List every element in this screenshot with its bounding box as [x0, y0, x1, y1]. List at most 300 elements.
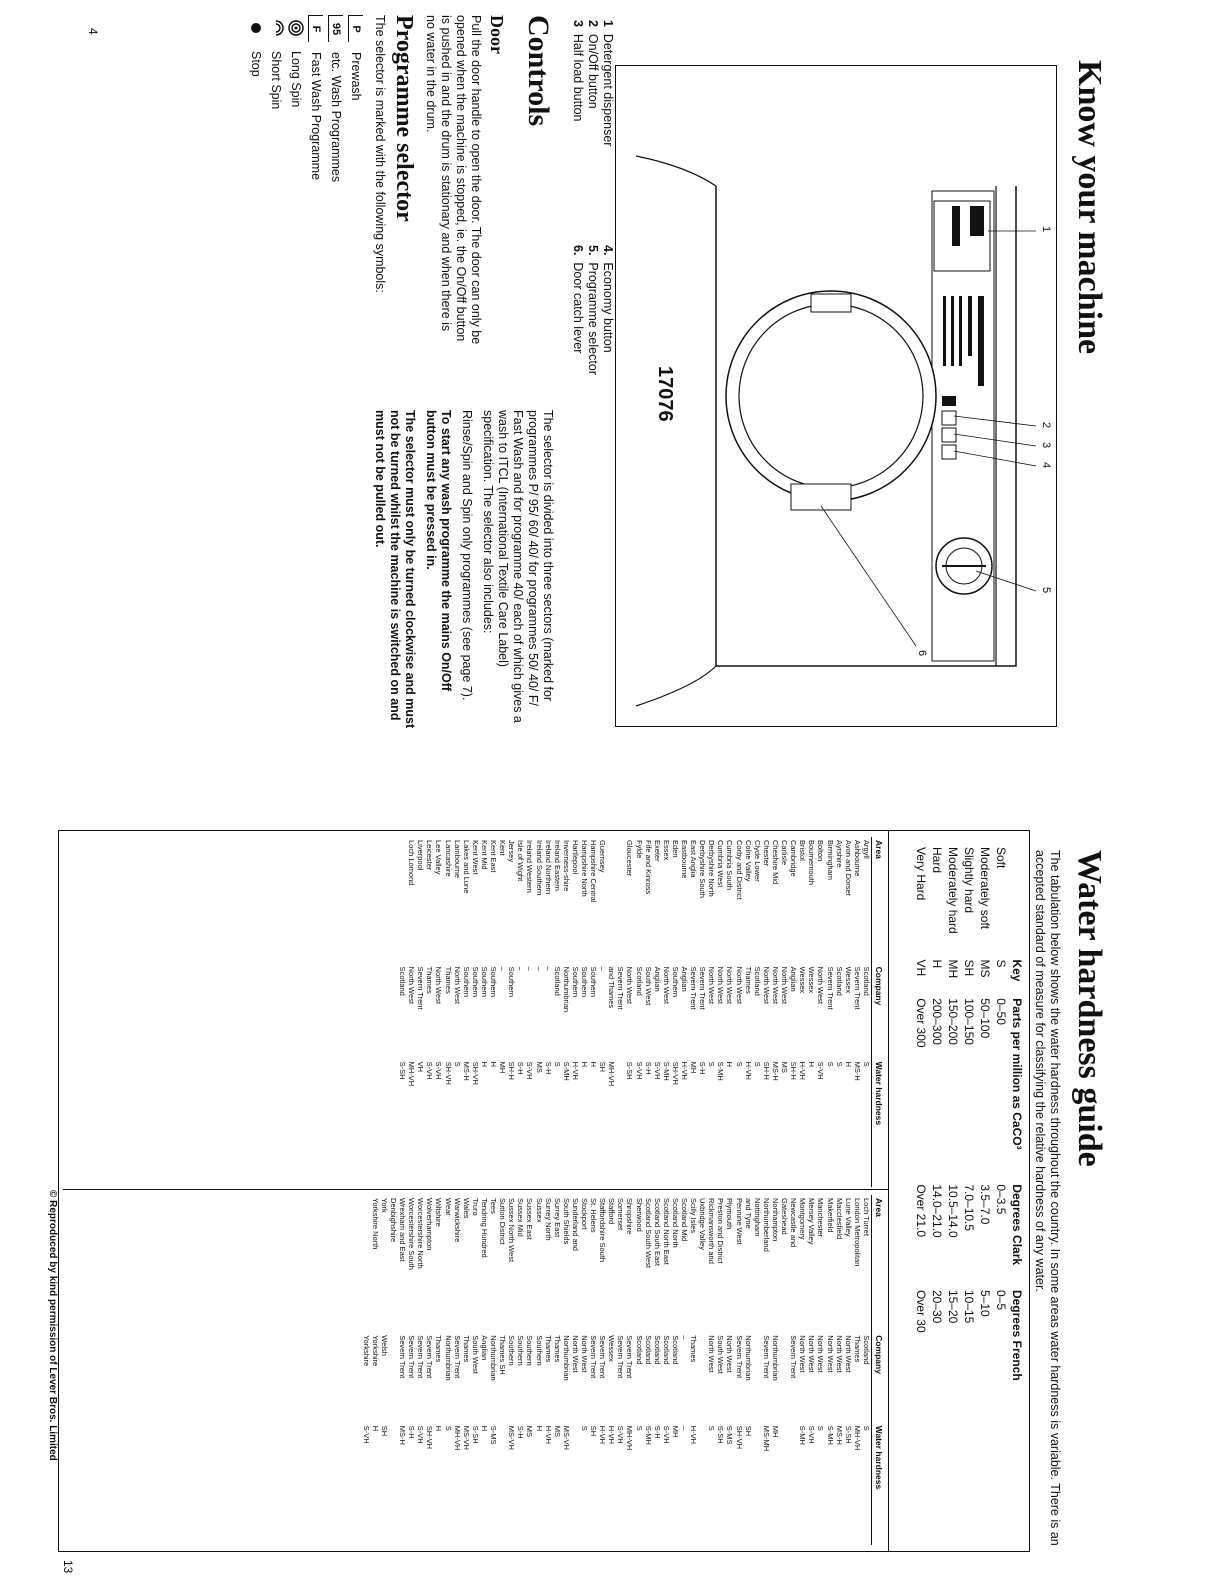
table-cell: Severn Trent [734, 1335, 744, 1379]
area-table-right [362, 1195, 883, 1545]
table-cell: Lune Valley [843, 1198, 853, 1237]
table-cell: Uxbridge Valley [698, 1198, 708, 1250]
table-cell: Severn Trent [407, 1335, 417, 1379]
table-cell: S-MS [725, 1425, 735, 1445]
table-row [498, 1195, 507, 1545]
table-cell: Worcestershire South [407, 1198, 417, 1270]
fast-wash-icon: F [309, 15, 324, 42]
table-cell: Sussex [534, 1198, 544, 1223]
table-row [362, 1195, 371, 1545]
table-cell: and Thames [607, 966, 617, 1009]
table-row [835, 837, 844, 1187]
table-cell: Northumbrian [443, 1335, 453, 1381]
table-cell: Warwickshire [452, 1198, 462, 1243]
table-cell: Truro [470, 1198, 480, 1216]
table-cell: S-VH [416, 1425, 426, 1444]
table-cell: Southern [534, 1335, 544, 1366]
table-cell: S [707, 1425, 717, 1431]
table-cell: Wessex [607, 1335, 617, 1362]
table-cell: Fife and Kinross [643, 840, 653, 895]
table-cell: Lee Valley [434, 840, 444, 875]
guide-title: Water hardness guide [1071, 850, 1108, 1167]
table-row [744, 837, 753, 1187]
table-cell: Nottingham [752, 1198, 762, 1237]
table-cell: S-VH [425, 1061, 435, 1080]
table-cell: Scilly Isles [689, 1198, 699, 1234]
symbol-label: Fast Wash Programme [309, 52, 323, 181]
table-cell: Worcestershire North [416, 1198, 426, 1269]
table-cell: H-VH [680, 1061, 690, 1080]
table-cell: Derbyshire North [707, 840, 717, 897]
divider [888, 831, 889, 1551]
table-row [662, 837, 671, 1187]
table-cell: Thames [443, 966, 453, 994]
table-cell: Scotland [861, 1335, 871, 1365]
table-cell: Colne Valley [743, 840, 753, 882]
table-cell: Southern [670, 966, 680, 998]
table-cell: North West [707, 1335, 717, 1373]
table-row [471, 1195, 480, 1545]
table-cell: Moderately hard [946, 847, 960, 934]
table-cell: Sussex Mid [516, 1198, 526, 1237]
table-cell: H [479, 1425, 489, 1432]
table-cell: Southern [580, 966, 589, 998]
door-heading: Door [487, 15, 507, 54]
table-row [780, 1195, 789, 1545]
table-cell: North West [725, 1335, 735, 1373]
table-row [725, 837, 734, 1187]
legend-num: 5. [586, 245, 600, 256]
washing-machine-drawing [616, 66, 1056, 726]
table-cell: H-VH [607, 1425, 617, 1445]
table-cell: North West [625, 966, 635, 1004]
machine-figure [615, 65, 1057, 727]
table-cell: H-VH [798, 1061, 808, 1080]
table-cell: Thames [552, 1335, 562, 1363]
table-cell: Slightly hard [962, 847, 976, 914]
table-cell: SH [589, 1425, 599, 1437]
table-cell: Loch Lomond [407, 840, 417, 886]
table-row [961, 841, 977, 1401]
table-row [725, 1195, 734, 1545]
table-cell: 5–10 [978, 1289, 992, 1317]
controls-heading: Controls [522, 15, 555, 127]
table-cell: Hampshire Central [589, 840, 599, 903]
table-cell: Scotland Mid [680, 1198, 690, 1242]
table-cell: London Metropolitan [852, 1198, 862, 1267]
page-number: 13 [61, 1560, 75, 1574]
table-cell: H [534, 1425, 544, 1432]
hardness-box [58, 830, 1030, 1552]
table-cell: Northumbrian [770, 1335, 780, 1381]
short-spin-icon [267, 15, 285, 41]
table-cell: Ireland Northern [543, 840, 553, 895]
table-row [689, 1195, 698, 1545]
symbol-row [286, 15, 306, 345]
table-cell: Hard [930, 847, 944, 874]
table-cell: SH-H [507, 1061, 517, 1080]
guide-intro: The tabulation below shows the water hardness throughout the country. In some areas water hardness is variable. There is an accepted standard of measure for classifying the relative hardness of any water. [1033, 850, 1062, 1546]
table-cell: North West [798, 1335, 808, 1373]
table-row [735, 1195, 744, 1545]
table-cell: H [807, 1061, 817, 1068]
table-cell: Southern [479, 966, 489, 998]
table-cell: SH [962, 959, 976, 977]
table-row [580, 1195, 589, 1545]
table-cell: Jersey [507, 840, 517, 863]
table-row [580, 837, 589, 1187]
table-row [407, 1195, 416, 1545]
legend-text: Door catch lever [571, 262, 585, 354]
table-cell: – [498, 966, 508, 971]
table-row [653, 837, 662, 1187]
table-cell: S-VH [816, 1061, 826, 1080]
table-cell: Tees [489, 1198, 499, 1214]
table-row [680, 837, 689, 1187]
table-cell: Denbighshire [389, 1198, 399, 1243]
table-cell [753, 1423, 762, 1545]
table-row [416, 1195, 425, 1545]
scale-header: Degrees Clark [1010, 1184, 1024, 1266]
table-row [589, 837, 598, 1187]
table-cell: S-VH [525, 1061, 535, 1080]
table-cell: Thames [461, 1335, 471, 1363]
table-row [698, 837, 707, 1187]
table-cell: Loch Turret [861, 1198, 871, 1236]
table-cell: 200–300 [930, 998, 944, 1045]
table-cell: Ireland Eastern [552, 840, 562, 891]
table-cell: Anglian [479, 1335, 489, 1361]
symbol-label: etc. Wash Programmes [329, 52, 343, 183]
table-cell: Bournemouth [807, 840, 817, 886]
table-cell: MS-H [834, 1425, 844, 1445]
table-cell: MH-VH [852, 1425, 862, 1451]
table-cell: – [543, 966, 553, 971]
prewash-icon: P [349, 15, 364, 42]
table-cell: Southern [525, 1335, 535, 1366]
table-cell [498, 1423, 507, 1545]
table-cell: MH [498, 1061, 508, 1074]
table-cell: H [725, 1061, 735, 1068]
table-cell: S [861, 1425, 871, 1431]
table-cell: Wessex [807, 966, 817, 994]
table-cell: H [589, 1061, 599, 1068]
table-cell: H [580, 1061, 589, 1068]
selector-paragraph: The selector is divided into three sectors (marked for programmes P/ 95/ 60/ 40/ for programmes 50/ 40/ F/ Fast Wash and for programme 40/ each of which gives a wash to ITCL (International Textile Care Label) specification. The selector also includes: [481, 410, 555, 723]
wash-95-icon: 95 [329, 15, 344, 42]
table-cell: Ireland Western [525, 840, 535, 893]
table-cell [389, 1332, 398, 1423]
table-cell [698, 1332, 707, 1423]
table-cell: South Shields [561, 1198, 571, 1245]
table-cell: Manchester [816, 1198, 826, 1238]
table-row [598, 837, 607, 1187]
table-cell: Scotland [661, 1335, 671, 1365]
right-page [47, 790, 1120, 1580]
figure-label: 17076 [654, 366, 676, 422]
table-cell: S [816, 1425, 826, 1431]
table-row [780, 837, 789, 1187]
legend-text: On/Off button [586, 33, 600, 109]
table-cell: S [552, 1061, 562, 1067]
table-cell: MH-VH [452, 1425, 462, 1451]
table-cell: North West [407, 966, 417, 1004]
table-cell: Anglian [789, 966, 799, 992]
table-row [771, 1195, 780, 1545]
table-cell: Sherwood [634, 1198, 644, 1232]
table-cell: SH-H [789, 1061, 799, 1080]
table-row [771, 837, 780, 1187]
table-row [453, 1195, 462, 1545]
table-cell: Over 300 [914, 998, 928, 1048]
table-cell: Severn Trent [616, 1335, 626, 1379]
table-row [707, 837, 716, 1187]
table-cell: MS-MH [761, 1425, 771, 1452]
scale-header: Key [1010, 959, 1024, 982]
table-row [716, 837, 725, 1187]
table-cell: Fylde [634, 840, 644, 859]
scale-header [1009, 841, 1025, 953]
table-cell: MS [780, 1061, 790, 1073]
table-cell: Gloucester [625, 840, 635, 877]
table-cell: Severn Trent [852, 966, 862, 1010]
table-cell: H-VH [689, 1425, 699, 1445]
area-header: Area [871, 837, 883, 964]
table-cell: S [734, 1061, 744, 1067]
table-cell: S-SH [398, 1061, 408, 1080]
rinse-paragraph: Rinse/Spin and Spin only programmes (see page 7). [460, 410, 474, 701]
table-cell: Rickmansworth and [707, 1198, 717, 1264]
table-cell: MS-H [770, 1061, 780, 1081]
table-cell: Exeter [652, 840, 662, 862]
table-cell: York [379, 1198, 389, 1213]
table-cell: Yorkshire [370, 1335, 380, 1367]
table-cell: MS-H [852, 1061, 862, 1081]
table-cell: H [930, 959, 944, 969]
table-cell: East Anglia [689, 840, 699, 878]
table-cell: Preston and District [716, 1198, 726, 1264]
table-cell: – [516, 966, 526, 971]
table-cell: Scotland [861, 966, 871, 996]
table-cell: North West [661, 966, 671, 1004]
table-cell: S-MH [716, 1061, 726, 1081]
table-cell: 0–3.5 [994, 1184, 1008, 1215]
table-row [434, 1195, 443, 1545]
table-row [644, 837, 653, 1187]
table-cell: Ireland Southern [534, 840, 544, 896]
table-cell: SH [379, 1425, 389, 1437]
table-cell: – [525, 966, 535, 971]
table-row [607, 837, 616, 1187]
table-cell: Northumbrian [743, 1335, 753, 1381]
table-cell: H-VH [543, 1425, 553, 1445]
table-cell: Clyde Lower [752, 840, 762, 882]
table-cell: Stafford [607, 1198, 617, 1225]
table-row [913, 841, 929, 1401]
table-cell: Leicester [425, 840, 435, 871]
table-cell: Staffordshire South [598, 1198, 608, 1263]
callout-6: 6 [916, 650, 928, 657]
legend-num: 4. [601, 245, 615, 256]
table-cell: North West [452, 966, 462, 1004]
table-cell: Guernsey [598, 840, 608, 873]
table-cell: Very Hard [914, 847, 928, 901]
table-cell: North West [434, 966, 444, 1004]
table-row [498, 837, 507, 1187]
table-cell [753, 1332, 762, 1423]
table-row [825, 1195, 834, 1545]
table-cell: Thames [743, 966, 753, 994]
table-cell: S-VH [634, 1061, 644, 1080]
table-row [798, 837, 807, 1187]
table-row [598, 1195, 607, 1545]
scale-header: Parts per million as CaCO³ [1010, 998, 1024, 1150]
table-cell: S-MH [561, 1061, 571, 1081]
table-cell: MS-VH [561, 1425, 571, 1450]
table-cell: S-MH [661, 1061, 671, 1081]
table-row [434, 837, 443, 1187]
table-cell: MH [946, 959, 960, 979]
table-cell: MS-H [461, 1061, 471, 1081]
table-row [553, 837, 562, 1187]
table-cell: Severn Trent [589, 1335, 599, 1379]
table-cell: H-VH [743, 1061, 753, 1080]
table-row [562, 837, 571, 1187]
table-cell: Sutton District [498, 1198, 508, 1245]
table-cell: MS-VH [507, 1425, 517, 1450]
table-cell: 14.0–21.0 [930, 1184, 944, 1238]
table-cell: SH-H [761, 1061, 771, 1080]
table-cell: Hartlepool [570, 840, 580, 875]
selector-warning: The selector must only be turned clockwise and must not be turned whilst the machine is switched on and must not be pulled out. [373, 410, 417, 729]
table-row [853, 837, 862, 1187]
table-cell: Kent [498, 840, 508, 856]
table-cell [389, 1423, 398, 1545]
table-cell: S-H [652, 1425, 662, 1439]
table-row [607, 1195, 616, 1545]
table-cell [398, 837, 407, 964]
table-cell: Cumbria West [716, 840, 726, 888]
table-row [471, 837, 480, 1187]
legend-text: Detergent dispenser [601, 33, 615, 147]
table-row [698, 1195, 707, 1545]
table-cell: MS [978, 959, 992, 978]
table-row [807, 1195, 816, 1545]
table-cell: Thames [434, 1335, 444, 1363]
table-row [571, 1195, 580, 1545]
legend-col-2 [570, 245, 615, 375]
table-row [807, 837, 816, 1187]
table-cell: MS-VH [461, 1425, 471, 1450]
table-cell: 0–5 [994, 1289, 1008, 1310]
table-cell: Kent Mid [479, 840, 489, 870]
table-row [625, 837, 634, 1187]
table-cell: 10.5–14.0 [946, 1184, 960, 1238]
table-cell: North West [734, 966, 744, 1004]
table-cell: H [370, 1425, 380, 1432]
table-row [825, 837, 834, 1187]
table-row [680, 1195, 689, 1545]
table-cell: Southern [589, 966, 599, 998]
table-cell: North West [834, 1335, 844, 1373]
table-cell: S-H [516, 1425, 526, 1439]
legend-col-1 [570, 20, 615, 146]
table-cell: Soft [994, 847, 1008, 869]
table-cell: Severn Trent [625, 1335, 635, 1379]
table-row [616, 1195, 625, 1545]
table-row [525, 837, 534, 1187]
table-row [753, 1195, 762, 1545]
scale-table [913, 841, 1025, 1401]
table-cell: Thames [689, 1335, 699, 1363]
page-title: Know your machine [1071, 60, 1108, 355]
table-cell [571, 1423, 580, 1545]
table-row [371, 1195, 380, 1545]
table-row [425, 837, 434, 1187]
table-row [653, 1195, 662, 1545]
table-cell [616, 837, 625, 964]
table-cell: Southern [461, 966, 471, 998]
table-cell: Welsh [379, 1335, 389, 1356]
table-row [689, 837, 698, 1187]
table-cell: Severn Trent [825, 966, 835, 1010]
table-cell: Severn Trent [416, 966, 426, 1010]
table-cell: St. Helens [589, 1198, 599, 1233]
table-cell: North West [807, 1335, 817, 1373]
table-row [634, 837, 643, 1187]
table-cell: S [452, 1061, 462, 1067]
table-cell: South West [716, 1335, 726, 1374]
table-cell: S [707, 1061, 717, 1067]
table-row [762, 837, 771, 1187]
table-cell: Sussex North West [507, 1198, 517, 1263]
table-cell: MS [534, 1061, 544, 1073]
table-cell: Wessex [843, 966, 853, 994]
table-cell: – [534, 966, 544, 971]
table-cell: H [479, 1061, 489, 1068]
table-row [753, 837, 762, 1187]
legend-text: Half load button [571, 33, 585, 122]
table-cell: Surrey North [543, 1198, 553, 1241]
selector-heading: Programme selector [391, 15, 417, 222]
table-cell [616, 1059, 625, 1187]
area-table-left [398, 837, 883, 1187]
table-cell: VH [914, 959, 928, 977]
table-row [562, 1195, 571, 1545]
table-cell: Severn Trent [789, 1335, 799, 1379]
table-cell: Severn Trent [598, 1335, 608, 1379]
table-cell: – [598, 966, 608, 971]
table-cell: Scotland North [670, 1198, 680, 1248]
table-cell: Scotland [752, 966, 762, 996]
table-cell: S-MS [489, 1425, 499, 1445]
table-cell [362, 1195, 371, 1332]
table-cell: Essex [661, 840, 671, 861]
table-cell: H [434, 1425, 444, 1432]
table-cell: MH [670, 1425, 680, 1438]
table-cell: Inverness-shire [561, 840, 571, 892]
table-cell: S-VH [434, 1061, 444, 1080]
table-cell: Macclesfield [834, 1198, 844, 1240]
table-row [444, 1195, 453, 1545]
table-cell: S-VH [807, 1425, 817, 1444]
table-row [544, 837, 553, 1187]
table-cell: MH [770, 1425, 780, 1438]
table-row [462, 837, 471, 1187]
table-cell: North West [816, 966, 826, 1004]
table-row [993, 841, 1009, 1401]
table-cell: S-H [407, 1425, 417, 1439]
